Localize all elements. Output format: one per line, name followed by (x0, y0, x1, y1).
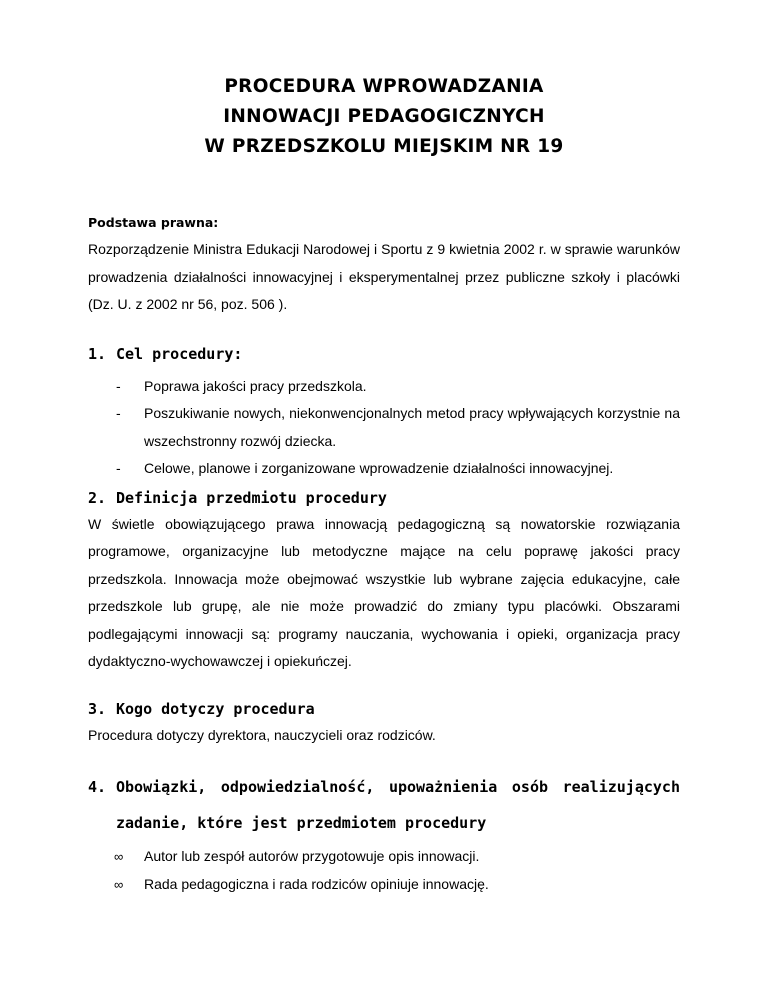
dash-marker: - (116, 377, 121, 394)
list-item: - Celowe, planowe i zorganizowane wprowadzenie działalności innowacyjnej. (88, 455, 680, 483)
dash-marker: - (116, 460, 121, 476)
section-3-number: 3. (88, 699, 107, 718)
section-4-heading (88, 771, 680, 839)
list-item: - Poprawa jakości pracy przedszkola. (88, 373, 680, 401)
legal-basis-text: Rozporządzenie Ministra Edukacji Narodowej i Sportu z 9 kwietnia 2002 r. w sprawie warunków prowadzenia działalności innowacyjnej i eksperymentalnej przez publiczne szkoły i placówki (Dz. U. z 2002 nr 56, poz. 506 ). (88, 241, 680, 312)
section-2-number: 2. (88, 488, 107, 507)
title-line-3: W PRZEDSZKOLU MIEJSKIM NR 19 (204, 136, 564, 157)
section-3-heading (88, 698, 680, 720)
dash-marker: - (116, 405, 121, 421)
section-2-title: Definicja przedmiotu procedury (116, 488, 387, 507)
list-item: ∞ Rada pedagogiczna i rada rodziców opiniuje innowację. (88, 871, 680, 899)
list-item: ∞ Autor lub zespół autorów przygotowuje opis innowacji. (88, 843, 680, 871)
list-item: - Poszukiwanie nowych, niekonwencjonalnych metod pracy wpływających korzystnie na wszechstronny rozwój dziecka. (88, 400, 680, 455)
title-line-2: INNOWACJI PEDAGOGICZNYCH (223, 106, 545, 127)
section-1-list (88, 373, 680, 483)
section-2-heading (88, 487, 680, 509)
section-4-number: 4. (88, 778, 107, 796)
section-4-title-line-1: Obowiązki, odpowiedzialność, upoważnienia osób realizujących (116, 778, 680, 796)
section-1-title: Cel procedury: (116, 344, 243, 363)
section-4-list (88, 843, 680, 898)
title-line-1: PROCEDURA WPROWADZANIA (224, 76, 544, 97)
document-page (88, 0, 680, 898)
infinity-bullet-icon: ∞ (114, 849, 124, 864)
section-3-text: Procedura dotyczy dyrektora, nauczycieli oraz rodziców. (88, 726, 436, 743)
section-4-title-line-2: zadanie, które jest przedmiotem procedury (116, 814, 487, 832)
infinity-bullet-icon: ∞ (114, 876, 124, 892)
section-2-text: W świetle obowiązującego prawa innowacją pedagogiczną są nowatorskie rozwiązania programowe, organizacyjne lub metodyczne mające na celu poprawę jakości pracy przedszkola. Innowacja może obejmować wszystkie lub wybrane zajęcia edukacyjne, całe przedszkole lub grupę, ale nie może prowadzić do zmiany typu placówki. Obszarami podlegającymi innowacji są: programy nauczania, wychowania i opieki, organizacja pracy dydaktyczno-wychowawczej i opiekuńczej. (88, 515, 680, 669)
section-1-heading (88, 343, 680, 365)
legal-basis-label: Podstawa prawna: (88, 215, 219, 230)
section-1-number: 1. (88, 344, 107, 363)
document-title (88, 72, 680, 162)
section-3-title: Kogo dotyczy procedura (116, 699, 315, 718)
